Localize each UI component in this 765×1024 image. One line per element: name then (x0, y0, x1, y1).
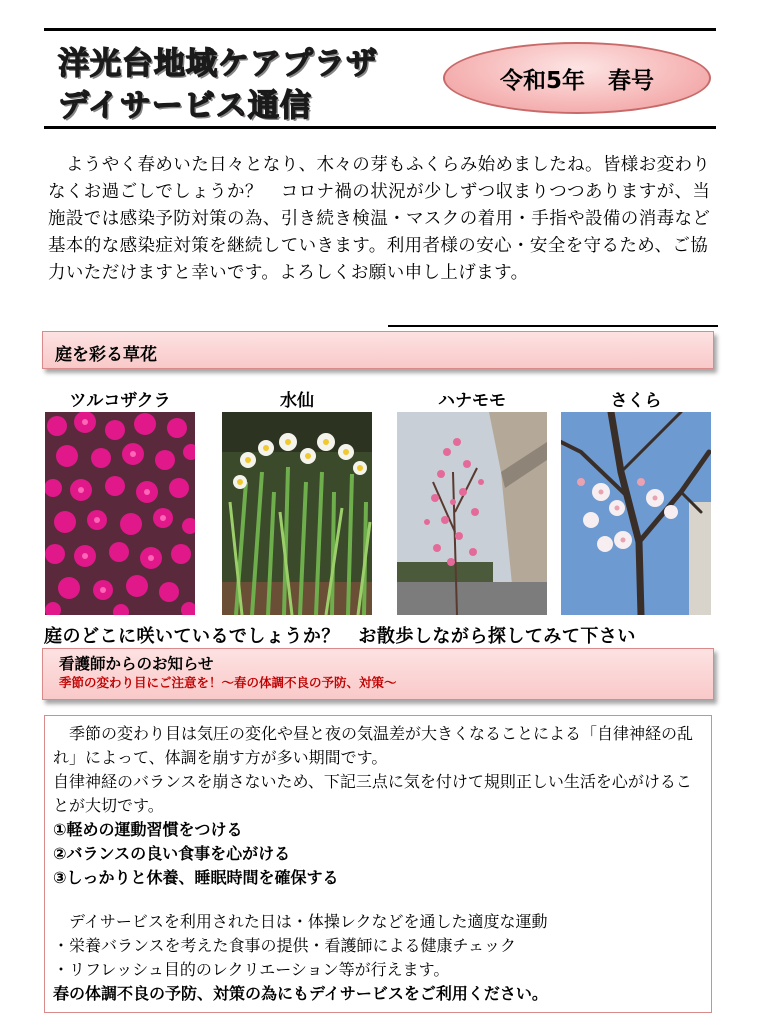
health-point-3: ③しっかりと休養、睡眠時間を確保する (53, 868, 339, 887)
flower-name-suisen: 水仙 (280, 391, 314, 411)
photo-suisen (222, 412, 372, 615)
photo-tsurukozakura (45, 412, 195, 615)
nurse-section-banner (42, 648, 714, 700)
nurse-article-box (44, 715, 712, 1013)
intro-text: ようやく春めいた日々となり、木々の芽もふくらみ始めましたね。皆様お変わりなくお過ごしでしょうか？ コロナ禍の状況が少しずつ収まりつつありますが、当施設では感染予防対策の為、引き続き検温・マスクの着用・手指や設備の消毒など基本的な感染症対策を継続していきます。利用者様の安心・安全を守るため、ご協力いただけますと幸いです。よろしくお願い申し上げます。 (48, 155, 711, 283)
health-point-2: ②バランスの良い食事を心がける (53, 844, 291, 863)
top-rule (44, 28, 716, 31)
phlox-image (45, 412, 195, 615)
issue-label: 令和5年 春号 (499, 67, 654, 94)
article-paragraph-2: 自律神経のバランスを崩さないため、下記三点に気を付けて規則正しい生活を心がけることが大切です。 (53, 772, 692, 815)
garden-section-banner (42, 331, 714, 369)
service-line-3: ・リフレッシュ目的のレクリエーション等が行えます。 (53, 960, 450, 979)
header-bottom-rule (44, 126, 716, 129)
garden-caption: 庭のどこに咲いているでしょうか？ お散歩しながら探してみて下さい (44, 626, 636, 647)
peach-blossom-image (397, 412, 547, 615)
newsletter-title-line1: 洋光台地域ケアプラザ (58, 46, 378, 82)
photo-hanamomo (397, 412, 547, 615)
service-line-2: ・栄養バランスを考えた食事の提供・看護師による健康チェック (53, 936, 517, 955)
spacer (53, 890, 703, 910)
issue-badge (443, 42, 711, 114)
cherry-blossom-image (561, 412, 711, 615)
garden-heading: 庭を彩る草花 (55, 345, 157, 365)
newsletter-title-line2: デイサービス通信 (58, 88, 312, 124)
article-paragraph-1: 季節の変わり目は気圧の変化や昼と夜の気温差が大きくなることによる「自律神経の乱れ」によって、体調を崩す方が多い期間です。 (53, 724, 694, 767)
service-line-1: デイサービスを利用された日は・体操レクなどを通した適度な運動 (53, 912, 548, 931)
flower-name-sakura: さくら (610, 391, 662, 411)
nurse-heading: 看護師からのお知らせ (59, 655, 214, 673)
photo-sakura (561, 412, 711, 615)
health-point-1: ①軽めの運動習慣をつける (53, 820, 243, 839)
flower-name-hanamomo: ハナモモ (438, 391, 506, 411)
closing-line: 春の体調不良の予防、対策の為にもデイサービスをご利用ください。 (53, 984, 548, 1003)
intro-bottom-rule (388, 325, 718, 327)
nurse-subheading: 季節の変わり目にご注意を！～春の体調不良の予防、対策～ (59, 675, 397, 690)
narcissus-image (222, 412, 372, 615)
flower-name-tsurukozakura: ツルコザクラ (69, 391, 171, 411)
